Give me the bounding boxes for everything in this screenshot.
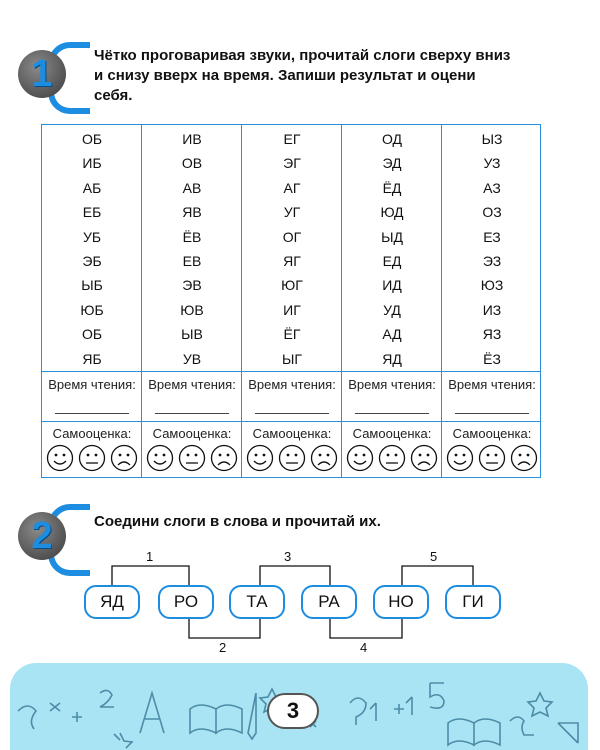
syllable: АЗ (483, 179, 501, 196)
syllable: ЮЗ (480, 277, 504, 294)
syllable: ЫД (381, 228, 403, 245)
syllable: АБ (82, 179, 102, 196)
link-number-2: 2 (219, 640, 227, 655)
syllable-box-6[interactable]: ГИ (445, 585, 501, 619)
syllable: ИД (382, 277, 402, 294)
syllable: ИЗ (482, 301, 502, 318)
syllable-box-4[interactable]: РА (301, 585, 357, 619)
task2-text: Соедини слоги в слова и прочитай их. (94, 513, 381, 530)
syllable: ЭВ (182, 277, 202, 294)
syllable: ОБ (81, 326, 103, 343)
syllable: ЕВ (182, 253, 202, 269)
syllable: УД (383, 301, 401, 318)
syllable: ЯЗ (482, 326, 502, 343)
syllable: АГ (283, 179, 301, 196)
self-assessment-label: Самооценка: (352, 426, 432, 441)
syllable: ОВ (181, 155, 203, 172)
syllable: ЕБ (82, 204, 102, 221)
syllable: ЯД (382, 350, 402, 367)
syllable: ЭД (382, 155, 402, 172)
task-number-1: 1 (31, 53, 53, 95)
syllable-box-5[interactable]: НО (373, 585, 429, 619)
syllable: ЕГ (283, 131, 301, 147)
syllable: ЫГ (282, 350, 302, 367)
syllable: ЯБ (82, 350, 102, 367)
syllable: ЁВ (182, 228, 202, 245)
reading-time-label: Время чтения: (448, 377, 536, 392)
syllable: ЮБ (80, 301, 104, 318)
syllable-box-1[interactable]: ЯД (84, 585, 140, 619)
syllable: ЯВ (182, 204, 202, 221)
syllable: АВ (182, 179, 202, 196)
syllable-box-2[interactable]: РО (158, 585, 214, 619)
syllable: ИГ (283, 301, 301, 318)
link-number-4: 4 (360, 640, 368, 655)
syllable: ОГ (282, 228, 302, 245)
syllable: УБ (82, 228, 102, 245)
syllable: ОД (381, 131, 403, 147)
task1-line-2: и снизу вверх на время. Запиши результат и оцени (94, 67, 476, 84)
syllable: ЫВ (181, 326, 203, 343)
syllable-box-3[interactable]: ТА (229, 585, 285, 619)
reading-time-label: Время чтения: (248, 377, 336, 392)
syllable: ЕЗ (483, 228, 501, 245)
task-number-2: 2 (31, 515, 53, 557)
syllable: ОЗ (482, 204, 502, 221)
syllable: АД (382, 326, 402, 343)
syllable: ИВ (182, 131, 202, 147)
reading-time-label: Время чтения: (148, 377, 236, 392)
syllable: ЮГ (281, 277, 303, 294)
syllable: ЮД (380, 204, 404, 221)
link-number-1: 1 (146, 549, 154, 564)
syllable: ЁГ (283, 326, 301, 343)
syllable: ЁЗ (483, 350, 501, 367)
self-assessment-label: Самооценка: (52, 426, 132, 441)
reading-time-label: Время чтения: (48, 377, 136, 392)
reading-time-label: Время чтения: (348, 377, 436, 392)
page-number: 3 (267, 693, 319, 729)
syllable: УЗ (483, 155, 501, 172)
syllable: ЮВ (180, 301, 204, 318)
syllable: УВ (182, 350, 202, 367)
syllable: ЫЗ (481, 131, 503, 147)
syllable: ИБ (82, 155, 102, 172)
syllable: ЕД (382, 253, 402, 269)
syllable: ЭБ (82, 253, 102, 269)
syllable: УГ (283, 204, 301, 221)
syllable: ЭГ (283, 155, 301, 172)
syllable: ЯГ (283, 253, 301, 269)
syllable: ОБ (81, 131, 103, 147)
syllable: ЫБ (81, 277, 103, 294)
syllable: ЁД (382, 179, 402, 196)
task1-line-1: Чётко проговаривая звуки, прочитай слоги сверху вниз (94, 47, 511, 64)
link-number-5: 5 (430, 549, 438, 564)
self-assessment-label: Самооценка: (452, 426, 532, 441)
task1-line-3: себя. (94, 87, 133, 104)
syllable: ЭЗ (482, 253, 502, 269)
self-assessment-label: Самооценка: (252, 426, 332, 441)
self-assessment-label: Самооценка: (152, 426, 232, 441)
link-number-3: 3 (284, 549, 292, 564)
